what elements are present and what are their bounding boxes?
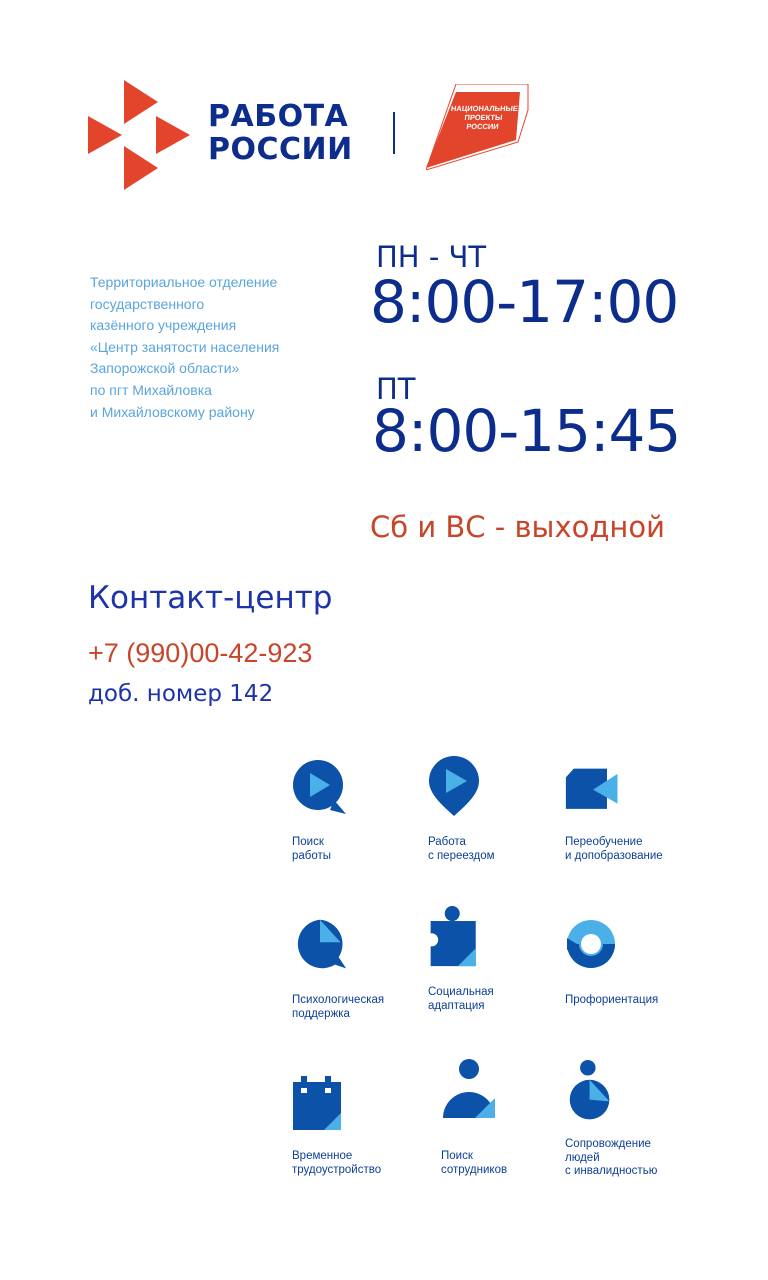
psychological-support-icon <box>292 914 348 976</box>
service-job-search[interactable] <box>292 756 432 863</box>
weekdays-hours: 8:00-17:00 <box>370 268 679 336</box>
np-kadry: КАДРЫ <box>489 94 511 100</box>
service-social-adaptation[interactable] <box>428 906 568 1013</box>
service-label: Работа <box>428 836 466 848</box>
service-employee-search[interactable] <box>441 1058 581 1177</box>
org-line: по пгт Михайловка <box>90 381 212 398</box>
calendar-icon <box>292 1076 348 1138</box>
contact-phone-link[interactable]: +7 (990)00-42-923 <box>88 638 313 668</box>
service-label: Поиск <box>292 836 324 848</box>
service-label: трудоустройство <box>292 1163 382 1176</box>
service-label: адаптация <box>428 999 485 1012</box>
service-label: с переездом <box>428 849 495 862</box>
service-label: Сопровождение <box>565 1138 651 1150</box>
org-line: «Центр занятости населения <box>90 338 280 355</box>
person-icon <box>441 1058 497 1120</box>
org-line: казённого учреждения <box>90 317 237 334</box>
logo-divider <box>393 112 395 154</box>
puzzle-icon <box>428 906 484 968</box>
service-label: Временное <box>292 1150 353 1162</box>
service-relocation[interactable] <box>428 756 568 863</box>
service-label: Социальная <box>428 986 494 998</box>
weekend-notice: Сб и ВС - выходной <box>370 510 665 544</box>
career-guidance-icon <box>565 914 621 976</box>
service-label: Психологическая <box>292 994 385 1006</box>
service-temporary-employment[interactable] <box>292 1076 432 1177</box>
org-line: Территориальное отделение <box>90 274 278 290</box>
np-line-2: ПРОЕКТЫ <box>464 113 503 122</box>
logo-wordmark <box>208 100 353 166</box>
contact-center-title: Контакт-центр <box>88 580 333 616</box>
retraining-icon <box>565 756 621 818</box>
service-label: с инвалидностью <box>565 1165 658 1177</box>
logo-line-2: РОССИИ <box>208 132 353 167</box>
organization-description <box>90 272 340 423</box>
service-label: сотрудников <box>441 1163 508 1176</box>
contact-extension: доб. номер 142 <box>88 681 274 707</box>
service-disability-support[interactable] <box>565 1060 705 1179</box>
service-label: людей <box>565 1151 600 1164</box>
friday-label: ПТ <box>376 372 416 406</box>
service-label: поддержка <box>292 1007 350 1020</box>
search-job-icon <box>292 756 348 818</box>
accessibility-icon <box>565 1060 621 1122</box>
service-label: и допобразование <box>565 849 663 862</box>
np-line-3: РОССИИ <box>465 122 500 131</box>
np-line-1: НАЦИОНАЛЬНЫЕ <box>450 104 519 113</box>
service-career-guidance[interactable] <box>565 914 705 1008</box>
service-label: Профориентация <box>565 994 659 1006</box>
service-psychological-support[interactable] <box>292 914 432 1021</box>
logo-line-1: РАБОТА <box>208 99 349 134</box>
service-retraining[interactable] <box>565 756 705 863</box>
org-line: государственного <box>90 295 205 312</box>
service-label: работы <box>292 849 332 862</box>
friday-hours: 8:00-15:45 <box>372 397 681 465</box>
service-label: Переобучение <box>565 836 643 848</box>
org-line: и Михайловскому району <box>90 403 255 420</box>
relocation-icon <box>428 756 484 818</box>
national-projects-logo <box>426 84 530 170</box>
weekdays-label: ПН - ЧТ <box>376 240 487 274</box>
org-line: Запорожской области» <box>90 360 240 377</box>
rabota-rossii-logo-icon <box>88 80 192 190</box>
service-label: Поиск <box>441 1150 473 1162</box>
